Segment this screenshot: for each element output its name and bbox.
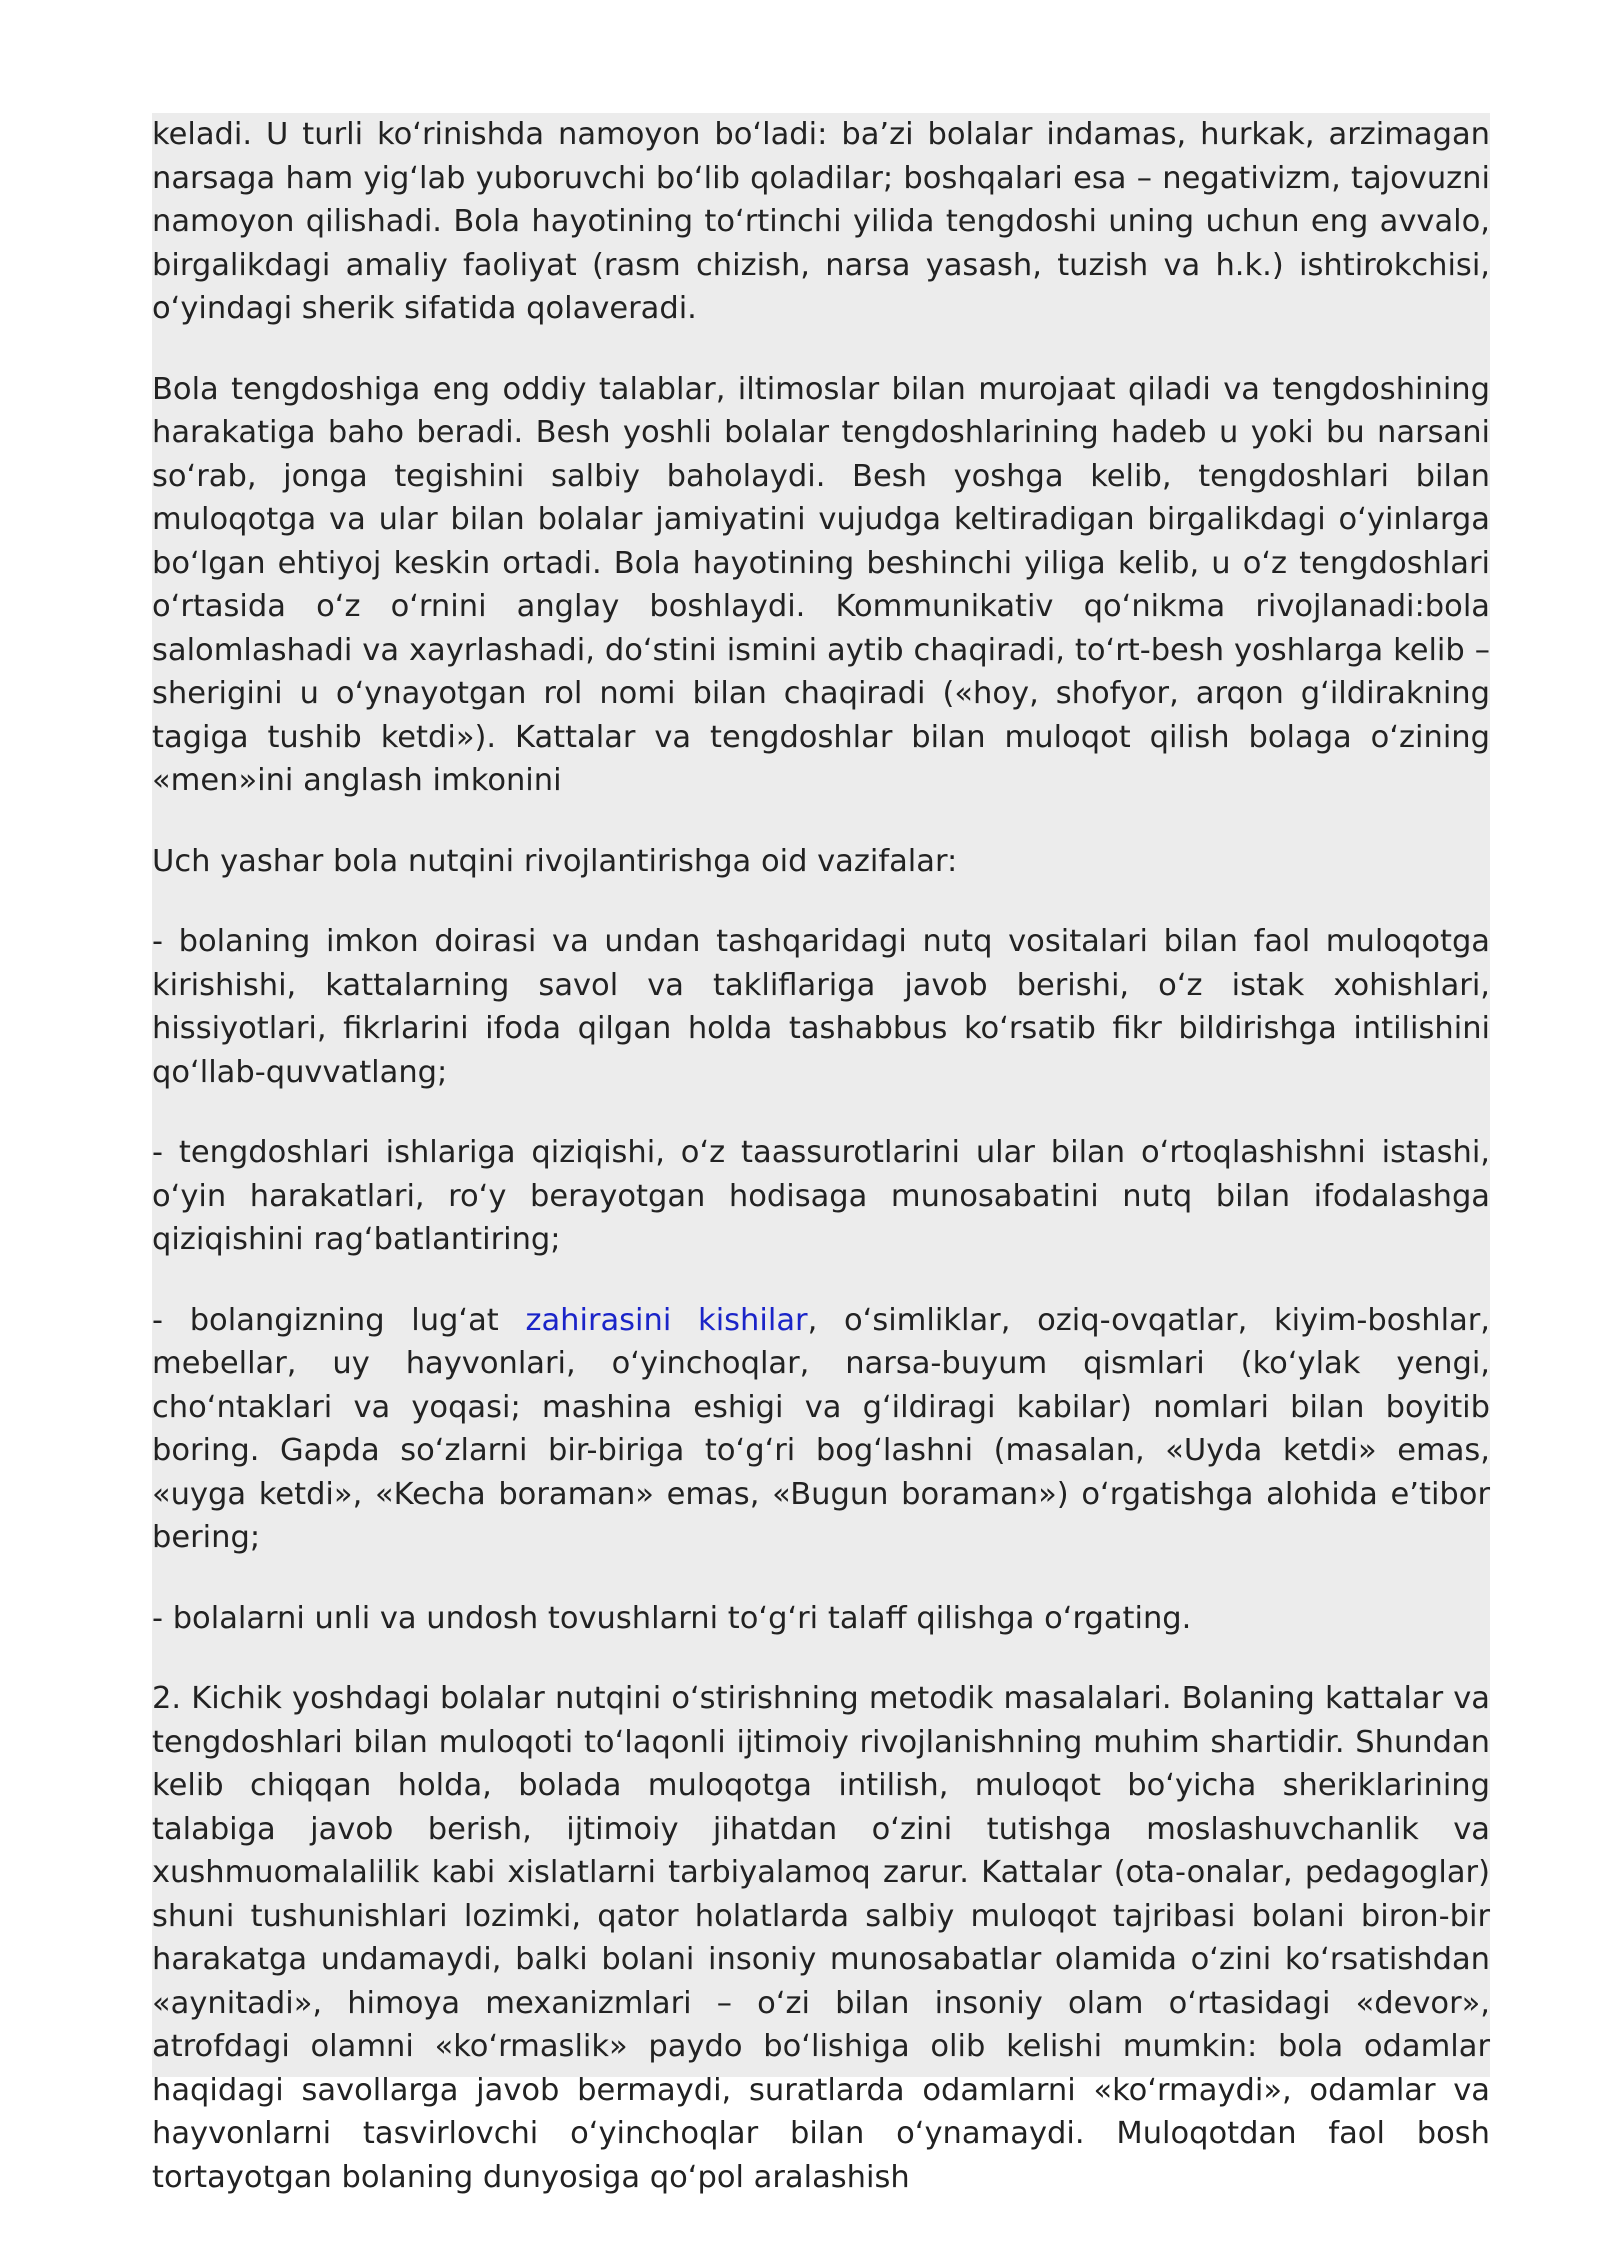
paragraph-3: Uch yashar bola nutqini rivojlantirishga oid vazifalar: bbox=[152, 843, 958, 879]
document-body bbox=[152, 113, 1490, 2195]
vocab-text-before: - bolangizning lugʻat bbox=[152, 1302, 526, 1338]
paragraph-2: Bola tengdoshiga eng oddiy talablar, iltimoslar bilan murojaat qiladi va tengdoshining harakatiga baho beradi. Besh yoshli bolalar tengdoshlarining hadeb u yoki bu narsani soʻrab, jonga tegishini salbiy baholaydi. Besh yoshga kelib, tengdoshlari bilan muloqotga va ular bilan bolalar jamiyatini vujudga keltiradigan birgalikdagi oʻyinlarga boʻlgan ehtiyoj keskin ortadi. Bola hayotining beshinchi yiliga kelib, u oʻz tengdoshlari oʻrtasida oʻz oʻrnini anglay boshlaydi. Kommunikativ qoʻnikma rivojlanadi:bola salomlashadi va xayrlashadi, doʻstini ismini aytib chaqiradi, toʻrt-besh yoshlarga kelib – sherigini u oʻynayotgan rol nomi bilan chaqiradi («hoy, shofyor, arqon gʻildirakning tagiga tushib ketdi»). Kattalar va tengdoshlar bilan muloqot qilish bolaga oʻzining «men»ini anglash imkonini bbox=[152, 371, 1490, 798]
paragraph-5: - tengdoshlari ishlariga qiziqishi, oʻz taassurotlarini ular bilan oʻrtoqlashishni istashi, oʻyin harakatlari, roʻy berayotgan hodisaga munosabatini nutq bilan ifodalashga qiziqishini ragʻbatlantiring; bbox=[152, 1135, 1490, 1257]
paragraph-1: keladi. U turli koʻrinishda namoyon boʻladi: baʼzi bolalar indamas, hurkak, arzimagan narsaga ham yigʻlab yuboruvchi boʻlib qoladilar; boshqalari esa – negativizm, tajovuzni namoyon qilishadi. Bola hayotining toʻrtinchi yilida tengdoshi uning uchun eng avvalo, birgalikdagi amaliy faoliyat (rasm chizish, narsa yasash, tuzish va h.k.) ishtirokchisi, oʻyindagi sherik sifatida qolaveradi. bbox=[152, 117, 1490, 326]
paragraph-7: - bolalarni unli va undosh tovushlarni toʻgʻri talaff qilishga oʻrgating. bbox=[152, 1600, 1192, 1636]
vocab-text-after: , oʻsimliklar, oziq-ovqatlar, kiyim-boshlar, mebellar, uy hayvonlari, oʻyinchoqlar, narsa-buyum qismlari (koʻylak yengi, choʻntaklari va yoqasi; mashina eshigi va gʻildiragi kabilar) nomlari bilan boyitib boring. Gapda soʻzlarni bir-biriga toʻgʻri bogʻlashni (masalan, «Uyda ketdi» emas, «uyga ketdi», «Kecha boraman» emas, «Bugun boraman») oʻrgatishga alohida eʼtibor bering; bbox=[152, 1302, 1490, 1555]
vocabulary-link[interactable]: zahirasini kishilar bbox=[525, 1302, 808, 1338]
paragraph-8: 2. Kichik yoshdagi bolalar nutqini oʻstirishning metodik masalalari. Bolaning kattalar va tengdoshlari bilan muloqoti toʻlaqonli ijtimoiy rivojlanishning muhim shartidir. Shundan kelib chiqqan holda, bolada muloqotga intilish, muloqot boʻyicha sheriklarining talabiga javob berish, ijtimoiy jihatdan oʻzini tutishga moslashuvchanlik va xushmuomalalilik kabi xislatlarni tarbiyalamoq zarur. Kattalar (ota-onalar, pedagoglar) shuni tushunishlari lozimki, qator holatlarda salbiy muloqot tajribasi bolani biron-bir harakatga undamaydi, balki bolani insoniy munosabatlar olamida oʻzini koʻrsatishdan «aynitadi», himoya mexanizmlari – oʻzi bilan insoniy olam oʻrtasidagi «devor», atrofdagi olamni «koʻrmaslik» paydo boʻlishiga olib kelishi mumkin: bola odamlar haqidagi savollarga javob bermaydi, suratlarda odamlarni «koʻrmaydi», odamlar va hayvonlarni tasvirlovchi oʻyinchoqlar bilan oʻynamaydi. Muloqotdan faol bosh tortayotgan bolaning dunyosiga qoʻpol aralashish bbox=[152, 1681, 1490, 2195]
paragraph-4: - bolaning imkon doirasi va undan tashqaridagi nutq vositalari bilan faol muloqotga kirishishi, kattalarning savol va takliflariga javob berishi, oʻz istak xohishlari, hissiyotlari, fikrlarini ifoda qilgan holda tashabbus koʻrsatib fikr bildirishga intilishini qoʻllab-quvvatlang; bbox=[152, 924, 1490, 1090]
paragraph-6 bbox=[152, 1299, 1490, 1560]
